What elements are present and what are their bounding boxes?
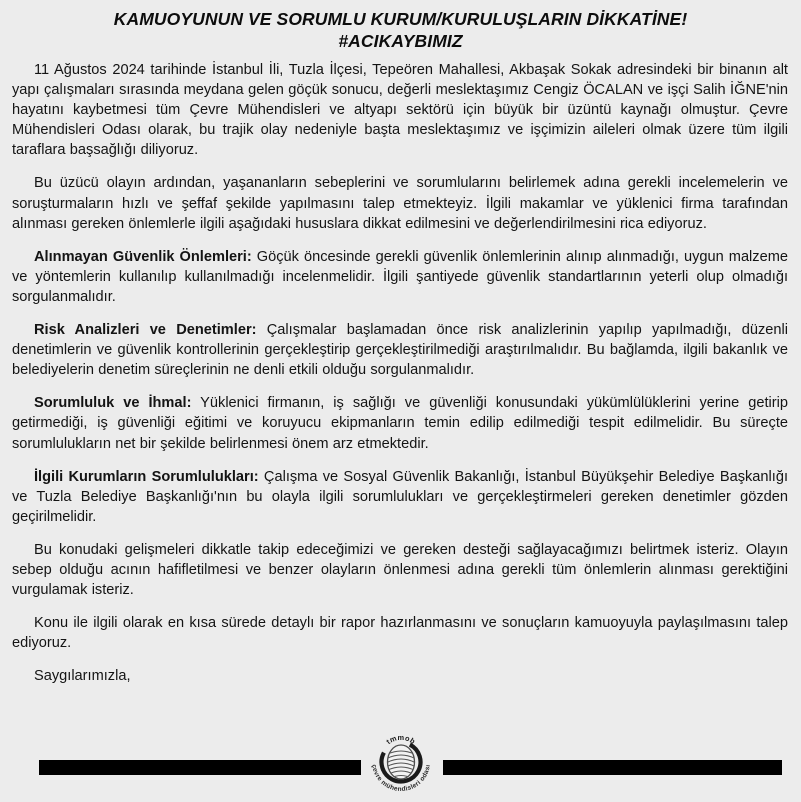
footer-bar-right (443, 760, 782, 775)
paragraph (12, 247, 788, 307)
paragraph-text: Konu ile ilgili olarak en kısa sürede detaylı bir rapor hazırlanmasını ve sonuçların kamuoyuyla paylaşılmasını talep ediyoruz. (12, 615, 788, 652)
paragraph-lead: Alınmayan Güvenlik Önlemleri: (34, 248, 252, 265)
paragraph (12, 540, 788, 600)
paragraph (12, 173, 788, 233)
cmo-logo (364, 725, 438, 799)
paragraph-lead: Risk Analizleri ve Denetimler: (34, 322, 257, 339)
paragraph-text: Yüklenici firmanın, iş sağlığı ve güvenliği konusundaki yükümlülüklerini yerine getirip getirmediği, iş güvenliği eğitimi ve koruyucu ekipmanların temin edilip edilmediği tespit edilmelidir. Bu süreçte sorumlulukların net bir şekilde belirlenmesi önem arz etmektedir. (12, 395, 788, 452)
paragraph-text: Çalışma ve Sosyal Güvenlik Bakanlığı, İstanbul Büyükşehir Belediye Başkanlığı ve Tuzla Belediye Başkanlığı'nın bu olayla ilgili sorumlulukları ve gerçekleştirmeleri gereken denetimler gözden geçirilmelidir. (12, 468, 788, 525)
paragraph-lead: Sorumluluk ve İhmal: (34, 395, 192, 412)
footer-bar-left (39, 760, 361, 775)
paragraph (12, 393, 788, 453)
paragraph (12, 613, 788, 653)
document-footer (0, 724, 801, 802)
paragraph-text: Bu üzücü olayın ardından, yaşananların sebeplerini ve sorumlularını belirlemek adına gerekli incelemelerin ve soruşturmaların hızlı ve şeffaf şekilde yapılmasını talep etmekteyiz. İlgili makamlar ve yüklenici firma tarafından alınması gereken önlemlerle ilgili aşağıdaki hususlara dikkat edilmesini ve değerlendirilmesini rica ediyoruz. (12, 175, 788, 232)
page-subtitle-hashtag: #ACIKAYBIMIZ (338, 31, 463, 51)
closing-salutation: Saygılarımızla, (34, 668, 131, 685)
paragraph-text: Bu konudaki gelişmeleri dikkatle takip edeceğimizi ve gereken desteği sağlayacağımızı belirtmek isteriz. Olayın sebep olduğu acının hafifletilmesi ve benzer olayların önlenmesi adına gerekli tüm önlemlerin alınması gerektiğini vurgulamak isteriz. (12, 541, 788, 599)
paragraph-text: Göçük öncesinde gerekli güvenlik önlemlerinin alınıp alınmadığı, uygun malzeme ve yöntemlerin kullanılıp kullanılmadığı incelenmelidir. İlgili şantiyede güvenlik standartlarının yeterli olup olmadığı sorgulanmalıdır. (12, 248, 788, 305)
paragraph-lead: İlgili Kurumların Sorumlulukları: (34, 468, 259, 485)
paragraph-text: 11 Ağustos 2024 tarihinde İstanbul İli, Tuzla İlçesi, Tepeören Mahallesi, Akbaşak Sokak adresindeki bir binanın alt yapı çalışmaları sırasında meydana gelen göçük sonucu, değerli meslektaşımız Cengiz ÖCALAN ve işçi Salih İĞNE'nin hayatını kaybetmesi tüm Çevre Mühendisleri ve altyapı sektörü için büyük bir üzüntü kaynağı olmuştur. Çevre Mühendisleri Odası olarak, bu trajik olay nedeniyle başta meslektaşımız ve işçimizin aileleri olmak üzere tüm ilgili taraflara başsağlığı diliyoruz. (12, 62, 788, 159)
document-body (0, 60, 801, 686)
logo-tmmob-text: tmmob (384, 732, 418, 747)
paragraph-text: Çalışmalar başlamadan önce risk analizlerinin yapılıp yapılmadığı, düzenli denetimlerin ve güvenlik kontrollerinin gerçekleştirip gerçekleştirilmediği araştırılmalıdır. Bu bağlamda, ilgili bakanlık ve belediyelerin denetim süreçlerinin ne denli etkili olduğu sorgulanmalıdır. (12, 322, 788, 379)
paragraph (12, 467, 788, 527)
logo-chamber-text: çevre mühendisleri odası (370, 763, 432, 794)
document-title-block (0, 0, 801, 52)
page-title: KAMUOYUNUN VE SORUMLU KURUM/KURULUŞLARIN DİKKATİNE! (113, 9, 688, 29)
paragraph (12, 60, 788, 160)
paragraph (12, 320, 788, 380)
logo-globe-outline (388, 745, 415, 779)
